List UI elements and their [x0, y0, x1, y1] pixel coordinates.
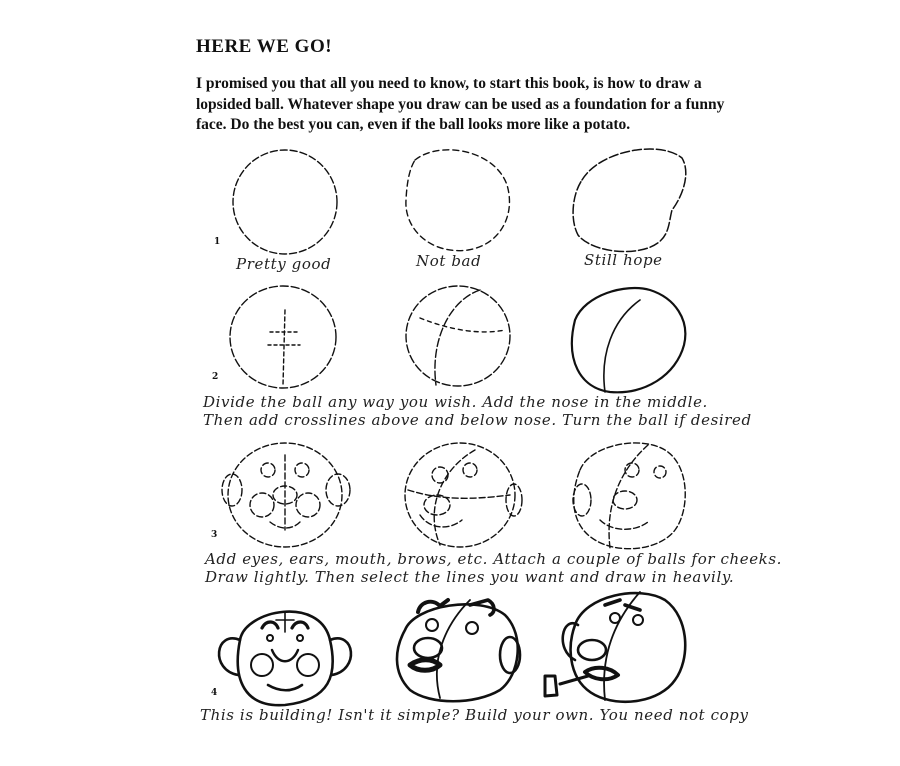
step-number: 2: [212, 372, 219, 382]
caption-still-hope: Still hope: [584, 251, 663, 269]
construction-face-front: [222, 443, 350, 547]
page-title: HERE WE GO!: [196, 36, 333, 57]
instruction-line: Add eyes, ears, mouth, brows, etc. Attach a couple of balls for cheeks.: [205, 550, 783, 568]
finished-face-pipe: [545, 592, 685, 702]
caption-not-bad: Not bad: [416, 252, 482, 270]
construction-face-tilted: [405, 443, 522, 547]
divided-ball-turned: [572, 288, 685, 392]
intro-line: face. Do the best you can, even if the ball looks more like a potato.: [196, 116, 631, 133]
construction-face-turned: [573, 443, 685, 549]
instruction-line: Divide the ball any way you wish. Add the nose in the middle.: [203, 393, 708, 411]
instruction-line: Draw lightly. Then select the lines you want and draw in heavily.: [205, 568, 735, 586]
intro-line: I promised you that all you need to know, to start this book, is how to draw a: [196, 75, 702, 92]
finished-face-front: [219, 612, 351, 706]
divided-ball-front: [230, 286, 336, 388]
caption-pretty-good: Pretty good: [236, 255, 332, 273]
divided-ball-tilted: [406, 286, 510, 386]
ball-sketch-oval: [406, 150, 510, 251]
intro-line: lopsided ball. Whatever shape you draw can be used as a foundation for a funny: [196, 95, 725, 113]
instruction-line: This is building! Isn't it simple? Build your own. You need not copy: [200, 706, 749, 724]
step-number: 4: [211, 688, 218, 698]
instruction-line: Then add crosslines above and below nose. Turn the ball if desired: [203, 411, 752, 429]
step-number: 1: [214, 237, 221, 247]
ball-sketch-round: [233, 150, 337, 254]
finished-face-mustache: [397, 600, 520, 701]
step-number: 3: [211, 530, 218, 540]
ball-sketch-potato: [573, 149, 686, 252]
